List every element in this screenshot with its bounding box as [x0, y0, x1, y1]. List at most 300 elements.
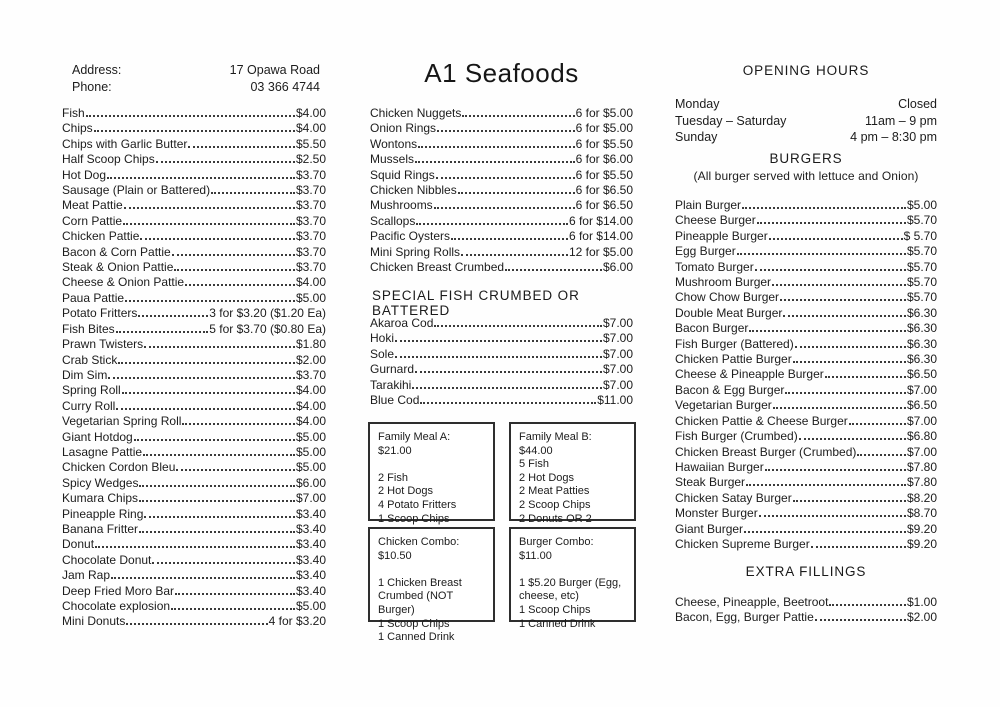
- menu-item-row: [62, 137, 326, 152]
- item-name: Pacific Oysters: [370, 229, 451, 244]
- dot-leader: [415, 161, 575, 163]
- dot-leader: [742, 207, 906, 209]
- item-name: Fish: [62, 106, 85, 120]
- item-name: Chicken Breast Crumbed: [370, 260, 505, 275]
- item-name: Chicken Satay Burger: [675, 490, 792, 505]
- item-name: Chicken Supreme Burger: [675, 536, 810, 551]
- dot-leader: [436, 177, 575, 179]
- dot-leader: [799, 438, 906, 440]
- item-name: Egg Burger: [675, 244, 736, 259]
- dot-leader: [156, 161, 295, 163]
- box-line: 2 Donuts OR 2: [519, 512, 592, 525]
- menu-item-row: [675, 198, 937, 213]
- dot-leader: [111, 577, 295, 579]
- dot-leader: [134, 439, 295, 441]
- item-name: Hawaiian Burger: [675, 459, 764, 474]
- item-name: Lasagne Pattie: [62, 444, 143, 459]
- menu-item-row: [62, 291, 326, 306]
- dot-leader: [420, 402, 596, 404]
- dot-leader: [773, 407, 906, 409]
- box-line: 4 Potato Fritters: [378, 498, 457, 511]
- address-value: 17 Opawa Road: [229, 63, 320, 77]
- box-line: 1 Canned Drink: [519, 617, 596, 630]
- menu-item-row: [62, 568, 326, 583]
- menu-item-row: [675, 522, 937, 537]
- item-name: Chicken Pattie & Cheese Burger: [675, 413, 848, 428]
- item-price: 6 for $6.50: [575, 198, 633, 213]
- menu-item-row: [62, 306, 326, 321]
- item-price: $7.00: [295, 491, 326, 506]
- menu-item-row: [675, 398, 937, 413]
- page-title: A1 Seafoods: [424, 58, 579, 88]
- item-name: Fish Burger (Battered): [675, 336, 794, 351]
- menu-item-row: [62, 507, 326, 522]
- item-name: Double Meat Burger: [675, 305, 783, 320]
- item-price: 6 for $6.00: [575, 152, 633, 167]
- menu-item-row: [675, 321, 937, 336]
- item-name: Chicken Nibbles: [370, 183, 457, 198]
- menu-item-row: [62, 445, 326, 460]
- item-price: $4.00: [295, 414, 326, 429]
- item-name: Chocolate explosion: [62, 599, 171, 613]
- dot-leader: [174, 269, 295, 271]
- menu-item-row: [675, 306, 937, 321]
- item-price: 5 for $3.70 ($0.80 Ea): [209, 321, 326, 336]
- item-name: Mushroom Burger: [675, 275, 772, 290]
- menu-item-row: [62, 183, 326, 198]
- dot-leader: [124, 207, 295, 209]
- dot-leader: [395, 340, 602, 342]
- box-line: Family Meal B: $44.00: [519, 431, 592, 457]
- menu-item-row: [62, 430, 326, 445]
- item-name: Curry Roll: [62, 398, 116, 413]
- item-price: $5.00: [295, 429, 326, 444]
- item-price: $7.00: [602, 346, 633, 361]
- item-name: Cheese Burger: [675, 213, 756, 228]
- dot-leader: [116, 331, 209, 333]
- item-name: Chocolate Donut: [62, 552, 152, 567]
- item-price: $5.00: [295, 599, 326, 613]
- item-price: 6 for $5.00: [575, 106, 633, 120]
- item-price: $3.40: [295, 583, 326, 598]
- item-name: Cheese & Onion Pattie: [62, 275, 185, 290]
- item-name: Paua Pattie: [62, 290, 125, 305]
- item-price: $7.00: [906, 413, 937, 428]
- combo-box-family-meal-a: [368, 422, 495, 525]
- address-row: [72, 62, 320, 79]
- dot-leader: [123, 223, 295, 225]
- item-price: 4 for $3.20: [268, 614, 326, 629]
- dot-leader: [815, 619, 906, 621]
- item-price: $3.70: [295, 260, 326, 275]
- menu-item-row: [62, 476, 326, 491]
- item-price: $2.50: [295, 152, 326, 167]
- item-name: Blue Cod: [370, 393, 420, 408]
- item-name: Chicken Pattie: [62, 229, 140, 244]
- box-line: 2 Scoop Chips: [519, 498, 591, 511]
- item-price: $8.70: [906, 506, 937, 521]
- time-value: 4 pm – 8:30 pm: [850, 130, 937, 144]
- item-name: Vegetarian Burger: [675, 398, 772, 413]
- time-value: 11am – 9 pm: [864, 113, 937, 128]
- box-line: 2 Hot Dogs: [378, 485, 434, 498]
- dot-leader: [412, 387, 602, 389]
- menu-item-row: [675, 491, 937, 506]
- item-name: Mushrooms: [370, 198, 433, 213]
- combo-boxes-grid: [368, 422, 636, 644]
- dot-leader: [765, 469, 906, 471]
- menu-item-row: [675, 595, 937, 610]
- item-price: $5.00: [906, 198, 937, 212]
- item-price: $ 5.70: [903, 228, 937, 243]
- item-name: Squid Rings: [370, 167, 435, 182]
- item-name: Steak & Onion Pattie: [62, 260, 174, 275]
- menu-item-row: [62, 553, 326, 568]
- opening-hours-table: [675, 96, 937, 146]
- menu-item-row: [370, 362, 633, 377]
- dot-leader: [857, 454, 906, 456]
- box-line: 2 Meat Patties: [519, 485, 590, 498]
- item-name: Half Scoop Chips: [62, 152, 155, 167]
- item-price: $11.00: [597, 393, 633, 408]
- box-line: 1 Canned Drink: [378, 631, 455, 644]
- menu-item-row: [370, 198, 633, 213]
- item-price: $8.20: [906, 490, 937, 505]
- menu-item-row: [62, 229, 326, 244]
- item-name: Jam Rap: [62, 568, 111, 583]
- dot-leader: [755, 269, 906, 271]
- item-price: $2.00: [906, 610, 937, 625]
- item-price: $7.00: [602, 377, 633, 392]
- item-name: Pineapple Burger: [675, 228, 768, 243]
- menu-item-row: [370, 331, 633, 346]
- menu-item-row: [675, 475, 937, 490]
- dot-leader: [783, 315, 906, 317]
- item-price: $3.40: [295, 552, 326, 567]
- day-label: Sunday: [675, 130, 718, 144]
- dot-leader: [505, 269, 602, 271]
- item-price: $9.20: [906, 536, 937, 551]
- item-price: $7.80: [906, 459, 937, 474]
- item-price: $5.70: [906, 213, 937, 228]
- item-name: Fish Bites: [62, 321, 115, 336]
- dot-leader: [395, 356, 602, 358]
- combo-box-family-meal-b: [509, 422, 636, 525]
- dot-leader: [772, 284, 906, 286]
- burgers-note: (All burger served with lettuce and Onion): [693, 169, 919, 183]
- item-price: $7.80: [906, 475, 937, 490]
- box-line: $10.50: [378, 549, 412, 562]
- item-name: Spring Roll: [62, 383, 121, 398]
- menu-item-row: [675, 275, 937, 290]
- dot-leader: [458, 192, 575, 194]
- item-price: $7.00: [602, 362, 633, 377]
- box-line: 5 Fish: [519, 458, 549, 471]
- item-name: Mussels: [370, 152, 415, 167]
- item-name: Vegetarian Spring Roll: [62, 414, 182, 429]
- item-name: Steak Burger: [675, 475, 746, 490]
- combo-box-burger-combo: [509, 527, 636, 630]
- item-price: $4.00: [295, 275, 326, 290]
- item-price: $6.30: [906, 336, 937, 351]
- menu-item-row: [675, 383, 937, 398]
- item-name: Chicken Nuggets: [370, 106, 462, 120]
- menu-item-row: [675, 537, 937, 552]
- dot-leader: [140, 238, 295, 240]
- item-price: $4.00: [295, 106, 326, 120]
- day-label: Tuesday – Saturday: [675, 113, 787, 128]
- item-name: Chicken Pattie Burger: [675, 352, 792, 367]
- item-price: $5.50: [295, 136, 326, 151]
- dot-leader: [793, 361, 906, 363]
- dot-leader: [759, 515, 906, 517]
- menu-item-row: [62, 245, 326, 260]
- dot-leader: [434, 207, 575, 209]
- dot-leader: [139, 485, 294, 487]
- item-price: $3.40: [295, 537, 326, 552]
- dot-leader: [811, 546, 906, 548]
- item-name: Chips with Garlic Butter: [62, 136, 188, 151]
- item-name: Hot Dog: [62, 167, 107, 182]
- extra-fillings-list: [675, 595, 937, 626]
- time-value: Closed: [898, 97, 937, 111]
- menu-item-row: [370, 378, 633, 393]
- dot-leader: [107, 177, 295, 179]
- dot-leader: [416, 223, 568, 225]
- item-price: $3.70: [295, 167, 326, 182]
- dot-leader: [188, 146, 295, 148]
- menu-item-row: [370, 260, 633, 275]
- dot-leader: [171, 608, 295, 610]
- item-name: Onion Rings: [370, 121, 437, 136]
- item-price: $6.00: [602, 260, 633, 275]
- box-line: Burger Combo: $11.00: [519, 536, 594, 562]
- item-price: $5.70: [906, 290, 937, 305]
- dot-leader: [95, 546, 295, 548]
- menu-item-row: [62, 106, 326, 121]
- item-price: $3.70: [295, 183, 326, 198]
- menu-item-row: [62, 260, 326, 275]
- menu-item-row: [62, 368, 326, 383]
- item-price: $6.30: [906, 321, 937, 336]
- box-line: Crumbed (NOT Burger): [378, 590, 453, 616]
- dot-leader: [785, 392, 906, 394]
- box-line: [519, 563, 626, 577]
- item-price: $6.00: [295, 475, 326, 490]
- item-price: $3.70: [295, 244, 326, 259]
- item-name: Sole: [370, 346, 395, 361]
- menu-item-row: [370, 106, 633, 121]
- dot-leader: [769, 238, 903, 240]
- dot-leader: [437, 130, 575, 132]
- menu-item-row: [370, 316, 633, 331]
- dot-leader: [118, 362, 295, 364]
- item-price: $5.00: [295, 444, 326, 459]
- item-price: 6 for $5.50: [575, 136, 633, 151]
- menu-item-row: [370, 245, 633, 260]
- menu-item-row: [675, 414, 937, 429]
- item-price: $3.70: [295, 213, 326, 228]
- item-name: Scallops: [370, 213, 416, 228]
- dot-leader: [86, 115, 295, 117]
- menu-item-row: [675, 337, 937, 352]
- menu-item-row: [675, 229, 937, 244]
- menu-item-row: [370, 183, 633, 198]
- item-price: $6.50: [906, 367, 937, 382]
- dot-leader: [746, 484, 906, 486]
- item-price: $6.30: [906, 305, 937, 320]
- item-name: Bacon, Egg, Burger Pattie: [675, 610, 814, 625]
- menu-item-row: [675, 367, 937, 382]
- box-line: 1 Scoop Chips: [378, 617, 450, 630]
- box-line: Family Meal A: $21.00: [378, 431, 451, 457]
- box-line: cheese, etc): [519, 590, 579, 603]
- burger-list: [675, 198, 937, 552]
- dot-leader: [780, 299, 906, 301]
- opening-hours-row: [675, 129, 937, 146]
- menu-item-row: [62, 491, 326, 506]
- item-price: 6 for $14.00: [568, 229, 633, 244]
- item-price: $5.00: [295, 290, 326, 305]
- item-price: $7.00: [906, 382, 937, 397]
- dot-leader: [418, 146, 574, 148]
- item-name: Chicken Cordon Bleu: [62, 460, 176, 475]
- dot-leader: [144, 346, 295, 348]
- item-price: $3.40: [295, 506, 326, 521]
- item-name: Fish Burger (Crumbed): [675, 429, 798, 444]
- box-line: [378, 458, 485, 472]
- item-name: Kumara Chips: [62, 491, 139, 506]
- item-price: $2.00: [295, 352, 326, 367]
- item-name: Donut: [62, 537, 95, 552]
- item-price: $9.20: [906, 521, 937, 536]
- item-name: Tomato Burger: [675, 259, 754, 274]
- dot-leader: [94, 130, 295, 132]
- item-name: Sausage (Plain or Battered): [62, 183, 211, 198]
- dot-leader: [749, 330, 906, 332]
- menu-item-row: [675, 260, 937, 275]
- special-fish-heading: SPECIAL FISH CRUMBED OR BATTERED: [372, 288, 580, 318]
- dot-leader: [182, 423, 295, 425]
- item-price: 6 for $6.50: [575, 183, 633, 198]
- item-price: 6 for $5.00: [575, 121, 633, 136]
- menu-item-row: [62, 322, 326, 337]
- day-label: Monday: [675, 97, 720, 111]
- item-name: Akaroa Cod: [370, 316, 434, 330]
- item-name: Wontons: [370, 136, 418, 151]
- item-name: Crab Stick: [62, 352, 118, 367]
- item-price: 6 for $14.00: [568, 213, 633, 228]
- menu-item-row: [62, 168, 326, 183]
- burgers-heading: BURGERS: [769, 151, 843, 166]
- menu-item-row: [62, 383, 326, 398]
- item-price: $3.70: [295, 367, 326, 382]
- item-name: Monster Burger: [675, 506, 758, 521]
- seafood-sides-list: [370, 106, 633, 275]
- dot-leader: [152, 562, 295, 564]
- box-line: Chicken Combo:: [378, 536, 460, 548]
- address-label: Address:: [72, 63, 122, 77]
- dot-leader: [461, 254, 568, 256]
- item-name: Giant Hotdog: [62, 429, 133, 444]
- dot-leader: [126, 623, 267, 625]
- box-line: 2 Hot Dogs: [519, 471, 575, 484]
- menu-item-row: [62, 198, 326, 213]
- menu-item-row: [62, 152, 326, 167]
- menu-item-row: [370, 152, 633, 167]
- item-name: Meat Pattie: [62, 198, 123, 213]
- item-name: Giant Burger: [675, 521, 744, 536]
- dot-leader: [849, 423, 906, 425]
- item-name: Chicken Breast Burger (Crumbed): [675, 444, 857, 459]
- menu-item-row: [370, 214, 633, 229]
- item-name: Corn Pattie: [62, 213, 123, 228]
- extra-fillings-heading: EXTRA FILLINGS: [745, 564, 867, 579]
- item-name: Tarakihi: [370, 377, 412, 392]
- dot-leader: [144, 516, 295, 518]
- item-name: Spicy Wedges: [62, 475, 139, 490]
- dot-leader: [125, 300, 295, 302]
- dot-leader: [122, 392, 295, 394]
- menu-item-row: [62, 353, 326, 368]
- dot-leader: [116, 408, 295, 410]
- phone-label: Phone:: [72, 79, 112, 94]
- menu-item-row: [62, 522, 326, 537]
- phone-value: 03 366 4744: [250, 79, 320, 94]
- menu-item-row: [62, 414, 326, 429]
- dot-leader: [737, 253, 906, 255]
- menu-item-row: [370, 137, 633, 152]
- item-price: 3 for $3.20 ($1.20 Ea): [209, 306, 326, 321]
- opening-hours-row: [675, 113, 937, 130]
- item-name: Mini Donuts: [62, 614, 126, 629]
- item-name: Bacon & Egg Burger: [675, 382, 785, 397]
- dot-leader: [139, 531, 295, 533]
- opening-hours-row: [675, 96, 937, 113]
- main-menu-list: [62, 106, 326, 630]
- menu-item-row: [675, 429, 937, 444]
- item-price: $6.80: [906, 429, 937, 444]
- dot-leader: [434, 325, 602, 327]
- dot-leader: [108, 377, 295, 379]
- dot-leader: [415, 371, 602, 373]
- item-name: Deep Fried Moro Bar: [62, 583, 175, 598]
- menu-item-row: [370, 229, 633, 244]
- dot-leader: [793, 500, 906, 502]
- item-price: $1.00: [906, 595, 937, 609]
- menu-item-row: [675, 213, 937, 228]
- dot-leader: [451, 238, 568, 240]
- box-line: 1 Chicken Breast: [378, 576, 462, 589]
- item-name: Cheese & Pineapple Burger: [675, 367, 824, 382]
- menu-item-row: [370, 347, 633, 362]
- item-name: Dim Sim: [62, 367, 108, 382]
- item-price: $7.00: [602, 331, 633, 346]
- menu-item-row: [370, 168, 633, 183]
- item-price: $5.70: [906, 275, 937, 290]
- item-price: 12 for $5.00: [568, 244, 633, 259]
- menu-item-row: [62, 614, 326, 629]
- special-fish-list: [370, 316, 633, 408]
- item-price: $7.00: [602, 316, 633, 330]
- item-name: Banana Fritter: [62, 521, 139, 536]
- menu-item-row: [62, 214, 326, 229]
- item-price: $3.40: [295, 568, 326, 583]
- box-line: 1 Scoop Chips: [519, 603, 591, 616]
- dot-leader: [175, 593, 295, 595]
- dot-leader: [829, 604, 906, 606]
- dot-leader: [744, 531, 906, 533]
